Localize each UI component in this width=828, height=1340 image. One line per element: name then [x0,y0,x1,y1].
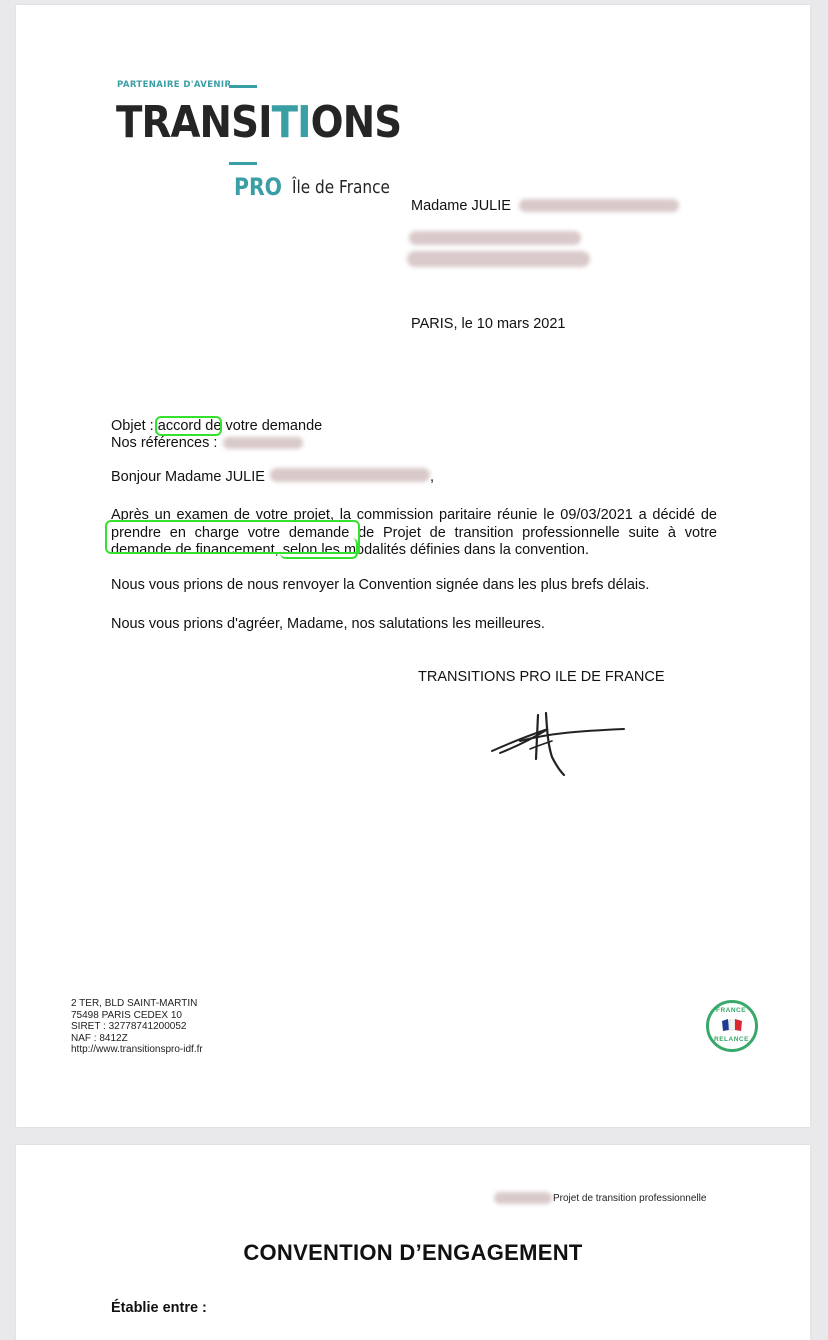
logo-name-part-a: TRANSI [116,97,272,148]
convention-page [16,1145,810,1340]
france-relance-badge [706,1000,758,1052]
badge-bottom-text: RELANCE [714,1036,749,1043]
signatory: TRANSITIONS PRO ILE DE FRANCE [418,669,665,685]
greeting: Bonjour Madame JULIE [111,469,265,485]
letter-page [16,5,810,1127]
footer-line-website[interactable]: http://www.transitionspro-idf.fr [71,1044,203,1056]
logo-name-part-c: ONS [310,97,402,148]
logo-pro: PRO [234,173,283,201]
highlight-accord [155,416,222,436]
footer-line-siret: SIRET : 32778741200052 [71,1021,187,1033]
subject-prefix: Objet : [111,418,158,434]
paragraph-return-convention: Nous vous prions de nous renvoyer la Convention signée dans les plus brefs délais. [111,577,650,593]
greeting-comma: , [430,469,435,485]
redaction-greeting-surname [270,468,430,482]
logo-tagline: PARTENAIRE D'AVENIR [117,80,232,90]
convention-reference: Projet de transition professionnelle [553,1193,707,1204]
logo-region: Île de France [292,177,390,198]
redaction-references [223,437,303,449]
paragraph-closing: Nous vous prions d'agréer, Madame, nos salutations les meilleures. [111,616,545,632]
recipient-name: Madame JULIE [411,198,511,214]
footer-line-city: 75498 PARIS CEDEX 10 [71,1009,182,1021]
signature [490,705,630,780]
place-date: PARIS, le 10 mars 2021 [411,316,566,332]
established-between-label: Établie entre : [111,1300,207,1316]
logo-name [116,97,401,148]
footer-line-naf: NAF : 8412Z [71,1032,128,1044]
convention-title: CONVENTION D’ENGAGEMENT [243,1240,583,1265]
footer-address [71,998,203,1056]
highlight-financement [280,538,358,559]
redaction-recipient-surname [519,199,679,212]
badge-top-text: FRANCE [716,1007,747,1014]
redaction-convention-ref [494,1192,552,1204]
subject-rest: votre demande [221,418,323,434]
redaction-address-line2 [407,251,590,267]
footer-line-street: 2 TER, BLD SAINT-MARTIN [71,998,198,1009]
redaction-address-line1 [409,231,581,245]
subject-highlight: accord de [157,418,222,434]
paragraph-decision: Après un examen de votre projet, la commission paritaire réunie le 09/03/2021 a décidé de prendre en charge votre demande de Projet de transition professionnelle suite à votre demande de financement, selon les modalités définies dans la convention. [111,507,717,558]
french-flag-icon [721,1018,743,1032]
references-label: Nos références : [111,435,218,451]
logo-name-part-b: TI [271,97,311,148]
